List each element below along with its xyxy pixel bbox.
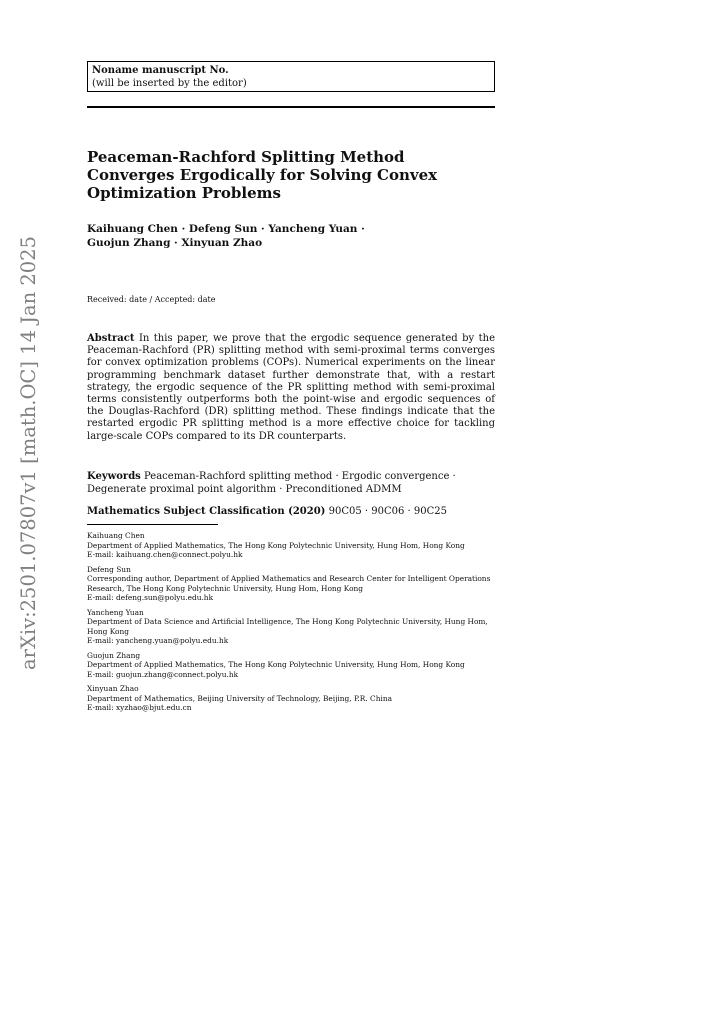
abstract-text: In this paper, we prove that the ergodic sequence generated by the Peaceman-Rachford (PR) splitting method with semi-proximal terms converges for convex optimization problems (COPs). Numerical experiments on the linear programming benchmark dataset further demonstrate that, with a restart strategy, the ergodic sequence of the PR splitting method with semi-proximal terms consistently outperforms both the point-wise and ergodic sequences of the Douglas-Rachford (DR) splitting method. These findings indicate that the restarted ergodic PR splitting method is a more effective choice for tackling large-scale COPs compared to its DR counterparts. xyxy=(87,333,496,442)
keywords-text: Peaceman-Rachford splitting method · Ergodic convergence · Degenerate proximal point algorithm · Preconditioned ADMM xyxy=(87,471,456,495)
affiliation-email: E-mail: kaihuang.chen@connect.polyu.hk xyxy=(87,550,243,559)
manuscript-box xyxy=(87,61,495,92)
affiliation-entry xyxy=(87,684,495,713)
keywords xyxy=(87,471,495,496)
keywords-label: Keywords xyxy=(87,471,141,482)
affiliation-entry xyxy=(87,651,495,680)
abstract-label: Abstract xyxy=(87,333,135,344)
editor-note: (will be inserted by the editor) xyxy=(92,78,247,89)
affiliation-name: Defeng Sun xyxy=(87,564,131,574)
affiliation-email: E-mail: guojun.zhang@connect.polyu.hk xyxy=(87,669,239,679)
affiliation-email: E-mail: defeng.sun@polyu.edu.hk xyxy=(87,593,214,602)
affiliation-name: Xinyuan Zhao xyxy=(87,684,139,693)
affiliation-email: E-mail: yancheng.yuan@polyu.edu.hk xyxy=(87,636,229,645)
affiliation-name: Kaihuang Chen xyxy=(87,531,145,540)
footnote-rule xyxy=(87,524,218,525)
header-rule xyxy=(87,106,495,108)
msc-label: Mathematics Subject Classification (2020) xyxy=(87,506,326,517)
received-date: Received: date / Accepted: date xyxy=(87,295,216,304)
paper-title: Peaceman-Rachford Splitting Method Converges Ergodically for Solving Convex Optimization Problems xyxy=(87,148,438,202)
affiliation-entry xyxy=(87,531,495,560)
affiliation-dept: Department of Data Science and Artificial Intelligence, The Hong Kong Polytechnic University, Hung Hom, Hong Kong xyxy=(87,617,488,636)
author-list: Kaihuang Chen · Defeng Sun · Yancheng Yuan · Guojun Zhang · Xinyuan Zhao xyxy=(87,223,365,249)
msc-classification xyxy=(87,506,495,519)
affiliation-dept: Department of Applied Mathematics, The Hong Kong Polytechnic University, Hung Hom, Hong Kong xyxy=(87,540,465,550)
affiliations xyxy=(87,531,495,718)
affiliation-email: E-mail: xyzhao@bjut.edu.cn xyxy=(87,703,192,712)
affiliation-dept: Department of Mathematics, Beijing University of Technology, Beijing, P.R. China xyxy=(87,693,392,703)
abstract xyxy=(87,333,495,443)
affiliation-dept: Corresponding author, Department of Applied Mathematics and Research Center for Intelligent Operations Research, The Hong Kong Polytechnic University, Hung Hom, Hong Kong xyxy=(87,574,491,593)
arxiv-identifier: arXiv:2501.07807v1 [math.OC] 14 Jan 2025 xyxy=(17,236,40,670)
affiliation-entry xyxy=(87,565,495,603)
affiliation-entry xyxy=(87,608,495,646)
affiliation-name: Guojun Zhang xyxy=(87,650,141,660)
affiliation-dept: Department of Applied Mathematics, The Hong Kong Polytechnic University, Hung Hom, Hong Kong xyxy=(87,660,465,669)
affiliation-name: Yancheng Yuan xyxy=(87,607,144,617)
manuscript-number: Noname manuscript No. xyxy=(92,65,229,76)
msc-codes: 90C05 · 90C06 · 90C25 xyxy=(328,506,447,517)
